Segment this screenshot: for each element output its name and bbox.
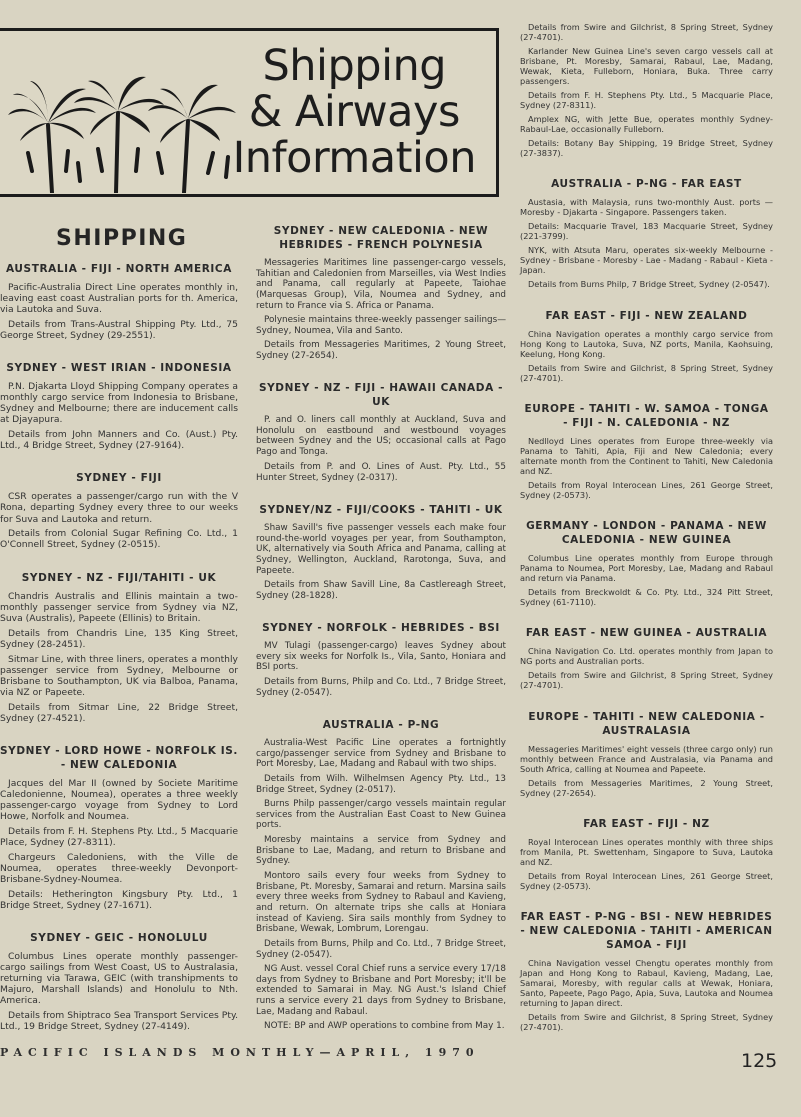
paragraph: Jacques del Mar II (owned by Societe Maritime Caledonienne, Noumea), operates a three weekly passenger-cargo voyage from Sydney to Lord Howe, Norfolk and Noumea. [0, 777, 238, 823]
paragraph: Details from Royal Interocean Lines, 261 George Street, Sydney (2-0573). [520, 870, 773, 891]
paragraph: Royal Interocean Lines operates monthly with three ships from Manila, Pt. Swettenham, Singapore to Suva, Lautoka and NZ. [520, 836, 773, 867]
section-heading: FAR EAST - FIJI - NZ [583, 817, 710, 830]
paragraph: Details from P. and O. Lines of Aust. Pty. Ltd., 55 Hunter Street, Sydney (2-0317). [256, 462, 506, 483]
paragraph: China Navigation Co. Ltd. operates monthly from Japan to NG ports and Australian ports. [520, 646, 773, 667]
paragraph: Australia-West Pacific Line operates a fortnightly cargo/passenger service from Sydney and Brisbane to Port Moresby, Lae, Madang and Rabaul with two ships. [256, 738, 506, 770]
section-heading: AUSTRALIA - P-NG - FAR EAST [551, 178, 742, 191]
paragraph: Details from Burns Philp, 7 Bridge Street, Sydney (2-0547). [528, 279, 770, 290]
paragraph: Details from Shiptraco Sea Transport Services Pty. Ltd., 19 Bridge Street, Sydney (27-4149). [0, 1010, 238, 1033]
page-number: 125 [741, 1050, 778, 1072]
section-title-shipping: SHIPPING [56, 226, 188, 251]
paragraph: Sitmar Line, with three liners, operates a monthly passenger service from Sydney, Melbourne or Brisbane to Southampton, UK via Balboa, Panama, via NZ or Papeete. [0, 653, 238, 698]
paragraph: Details from Chandris Line, 135 King Street, Sydney (28-2451). [0, 627, 238, 650]
paragraph: China Navigation vessel Chengtu operates monthly from Japan and Hong Kong to Rabaul, Kavieng, Madang, Lae, Samarai, Moresby, with regular calls at Wewak, Honiara, Santo, Papeete, Pago Pago, Apia, Suva, Lautoka and Noumea returning to Japan direct. [520, 958, 773, 1008]
paragraph: Karlander New Guinea Line's seven cargo vessels call at Brisbane, Pt. Moresby, Samarai, Rabaul, Lae, Madang, Wewak, Kieta, Fulleborn, Honiara, Buka. Three carry passengers. [520, 46, 773, 86]
section-heading: SYDNEY/NZ - FIJI/COOKS - TAHITI - UK [259, 504, 503, 516]
paragraph: Nedlloyd Lines operates from Europe three-weekly via Panama to Tahiti, Apia, Fiji and New Caledonia; every alternate month from the Continent to Tahiti, New Caledonia and NZ. [520, 435, 773, 476]
paragraph: CSR operates a passenger/cargo run with the V Rona, departing Sydney every three to our weeks for Suva and Lautoka and return. [0, 491, 238, 525]
paragraph: NG Aust. vessel Coral Chief runs a service every 17/18 days from Sydney to Brisbane and Port Moresby; it'll be extended to Samarai in May. NG Aust.'s Island Chief runs a service every 21 days from Sydney to Brisbane, Lae, Madang and Rabaul. [256, 964, 506, 1017]
paragraph: Details from Messageries Maritimes, 2 Young Street, Sydney (27-2654). [256, 340, 506, 361]
paragraph: China Navigation operates a monthly cargo service from Hong Kong to Lautoka, Suva, NZ ports, Manila, Kaohsuing, Keelung, Hong Kong. [520, 328, 773, 359]
paragraph: Details from Swire and Gilchrist, 8 Spring Street, Sydney (27-4701). [520, 22, 773, 42]
section-heading: SYDNEY - NZ - FIJI/TAHITI - UK [21, 571, 217, 584]
paragraph: MV Tulagi (passenger-cargo) leaves Sydney about every six weeks for Norfolk Is., Vila, Santo, Honiara and BSI ports. [256, 641, 506, 673]
section-heading: EUROPE - TAHITI - NEW CALEDONIA - AUSTRALASIA [528, 710, 765, 737]
paragraph: Details from F. H. Stephens Pty. Ltd., 5 Macquarie Place, Sydney (27-8311). [520, 90, 773, 110]
paragraph: Details from Messageries Maritimes, 2 Young Street, Sydney (27-2654). [520, 777, 773, 798]
footer-running-title: PACIFIC ISLANDS MONTHLY—APRIL, 1970 [0, 1046, 480, 1059]
paragraph: Details from Swire and Gilchrist, 8 Spring Street, Sydney (27-4701). [520, 670, 773, 691]
section-heading: SYDNEY - GEIC - HONOLULU [30, 932, 208, 944]
paragraph: Pacific-Australia Direct Line operates monthly in, leaving east coast Australian ports for th. America, via Lautoka and Suva. [0, 282, 238, 316]
paragraph: Details from Sitmar Line, 22 Bridge Street, Sydney (27-4521). [0, 701, 238, 724]
section-heading: FAR EAST - FIJI - NEW ZEALAND [545, 309, 748, 322]
paragraph: Details from Colonial Sugar Refining Co. Ltd., 1 O'Connell Street, Sydney (2-0515). [0, 528, 238, 551]
paragraph: Montoro sails every four weeks from Sydney to Brisbane, Pt. Moresby, Samarai and return. Marsina sails every three weeks from Sydney to Rabaul and Kavieng, and return. On alternate trips she calls at Honiara instead of Kavieng. Sira sails monthly from Sydney to Brisbane, Wewak, Lombrum, Lorengau. [256, 871, 506, 935]
paragraph: Chandris Australis and Ellinis maintain a two-monthly passenger service from Sydney via NZ, Suva (Australis), Papeete (Ellinis) to Britain. [0, 590, 238, 624]
paragraph: Details: Macquarie Travel, 183 Macquarie Street, Sydney (221-3799). [520, 221, 773, 242]
paragraph: Details from Burns, Philp and Co. Ltd., 7 Bridge Street, Sydney (2-0547). [256, 939, 506, 960]
section-heading: SYDNEY - NORFOLK - HEBRIDES - BSI [262, 622, 500, 634]
banner-title-line: Shipping [262, 41, 447, 91]
paragraph: Chargeurs Caledoniens, with the Ville de Noumea, operates three-weekly Devonport-Brisbane-Sydney-Noumea. [0, 851, 238, 885]
paragraph: Details from John Manners and Co. (Aust.) Pty. Ltd., 4 Bridge Street, Sydney (27-9164). [0, 429, 238, 452]
section-heading: AUSTRALIA - FIJI - NORTH AMERICA [6, 263, 232, 275]
paragraph: Details from Royal Interocean Lines, 261 George Street, Sydney (2-0573). [520, 479, 773, 500]
paragraph: Columbus Lines operate monthly passenger-cargo sailings from West Coast, US to Australasia, returning via Tarawa, GEIC (with transhipments to Majuro, Marshall Islands) and Honolulu to Nth. America. [0, 951, 238, 1007]
section-heading: SYDNEY - NEW CALEDONIA - NEW HEBRIDES - FRENCH POLYNESIA [273, 225, 489, 251]
paragraph: NOTE: BP and AWP operations to combine from May 1. [264, 1021, 505, 1031]
paragraph: Details: Hetherington Kingsbury Pty. Ltd., 1 Bridge Street, Sydney (27-1671). [0, 888, 238, 911]
paragraph: Shaw Savill's five passenger vessels each make four round-the-world voyages per year, from Southampton, UK, alternatively via South Africa and Panama, calling at Sydney, Wellington, Auckland, Rarotonga, Suva, and Papeete. [256, 523, 506, 576]
paragraph: Moresby maintains a service from Sydney and Brisbane to Lae, Madang, and return to Brisbane and Sydney. [256, 835, 506, 867]
banner-title-line: & Airways [248, 87, 460, 137]
section-heading: SYDNEY - WEST IRIAN - INDONESIA [6, 362, 232, 375]
paragraph: Details: Botany Bay Shipping, 19 Bridge Street, Sydney (27-3837). [520, 138, 773, 158]
paragraph: Messageries Maritimes' eight vessels (three cargo only) run monthly between France and Australasia, via Panama and South Africa, calling at Noumea and Papeete. [520, 743, 773, 774]
paragraph: Details from Burns, Philp and Co. Ltd., 7 Bridge Street, Sydney (2-0547). [256, 677, 506, 698]
paragraph: Messageries Maritimes line passenger-cargo vessels, Tahitian and Caledonien from Marseilles, via West Indies and Panama, call regularly at Papeete, Taiohae (Marquesas Group), Vila, Noumea and Sydney, and return to France via S. Africa or Panama. [256, 258, 506, 311]
paragraph: P.N. Djakarta Lloyd Shipping Company operates a monthly cargo service from Indonesia to Brisbane, Sydney and Melbourne; there are inducement calls at Djayapura. [0, 381, 238, 426]
section-heading: EUROPE - TAHITI - W. SAMOA - TONGA - FIJI - N. CALEDONIA - NZ [524, 402, 769, 429]
banner-title [233, 43, 476, 181]
banner-title-line: Information [232, 133, 476, 183]
section-heading: GERMANY - LONDON - PANAMA - NEW CALEDONIA - NEW GUINEA [526, 520, 767, 546]
paragraph: Columbus Line operates monthly from Europe through Panama to Noumea, Port Moresby, Lae, Madang and Rabaul and return via Panama. [520, 553, 773, 583]
paragraph: Details from Swire and Gilchrist, 8 Spring Street, Sydney (27-4701). [520, 1012, 773, 1032]
palm-trees-illustration [8, 53, 248, 193]
paragraph: P. and O. liners call monthly at Auckland, Suva and Honolulu on eastbound and westbound voyages between Sydney and the US; occasional calls at Pago Pago and Tonga. [256, 415, 506, 457]
paragraph: Austasia, with Malaysia, runs two-monthly Aust. ports — Moresby - Djakarta - Singapore. Passengers taken. [520, 197, 773, 218]
paragraph: Burns Philp passenger/cargo vessels maintain regular services from the Australian East Coast to New Guinea ports. [256, 799, 506, 831]
section-heading: FAR EAST - NEW GUINEA - AUSTRALIA [525, 627, 768, 640]
section-heading: SYDNEY - FIJI [76, 472, 162, 485]
paragraph: Details from F. H. Stephens Pty. Ltd., 5 Macquarie Place, Sydney (27-8311). [0, 825, 238, 848]
section-heading: FAR EAST - P-NG - BSI - NEW HEBRIDES - NEW CALEDONIA - TAHITI - AMERICAN SAMOA - FIJI [520, 911, 773, 951]
paragraph: Amplex NG, with Jette Bue, operates monthly Sydney-Rabaul-Lae, occasionally Fulleborn. [520, 114, 773, 134]
section-heading: SYDNEY - LORD HOWE - NORFOLK IS. - NEW CALEDONIA [0, 744, 238, 771]
paragraph: Details from Shaw Savill Line, 8a Castlereagh Street, Sydney (28-1828). [256, 580, 506, 601]
section-heading: SYDNEY - NZ - FIJI - HAWAII CANADA - UK [258, 382, 504, 408]
section-heading: AUSTRALIA - P-NG [322, 719, 440, 731]
paragraph: NYK, with Atsuta Maru, operates six-weekly Melbourne - Sydney - Brisbane - Moresby - Lae - Madang - Rabaul - Kieta - Japan. [520, 245, 773, 276]
paragraph: Polynesie maintains three-weekly passenger sailings—Sydney, Noumea, Vila and Santo. [256, 315, 506, 336]
paragraph: Details from Wilh. Wilhelmsen Agency Pty. Ltd., 13 Bridge Street, Sydney (2-0517). [256, 774, 506, 795]
paragraph: Details from Trans-Austral Shipping Pty. Ltd., 75 George Street, Sydney (29-2551). [0, 319, 238, 342]
paragraph: Details from Swire and Gilchrist, 8 Spring Street, Sydney (27-4701). [520, 362, 773, 383]
paragraph: Details from Breckwoldt & Co. Pty. Ltd., 324 Pitt Street, Sydney (61-7110). [520, 587, 773, 607]
header-banner [0, 28, 499, 197]
